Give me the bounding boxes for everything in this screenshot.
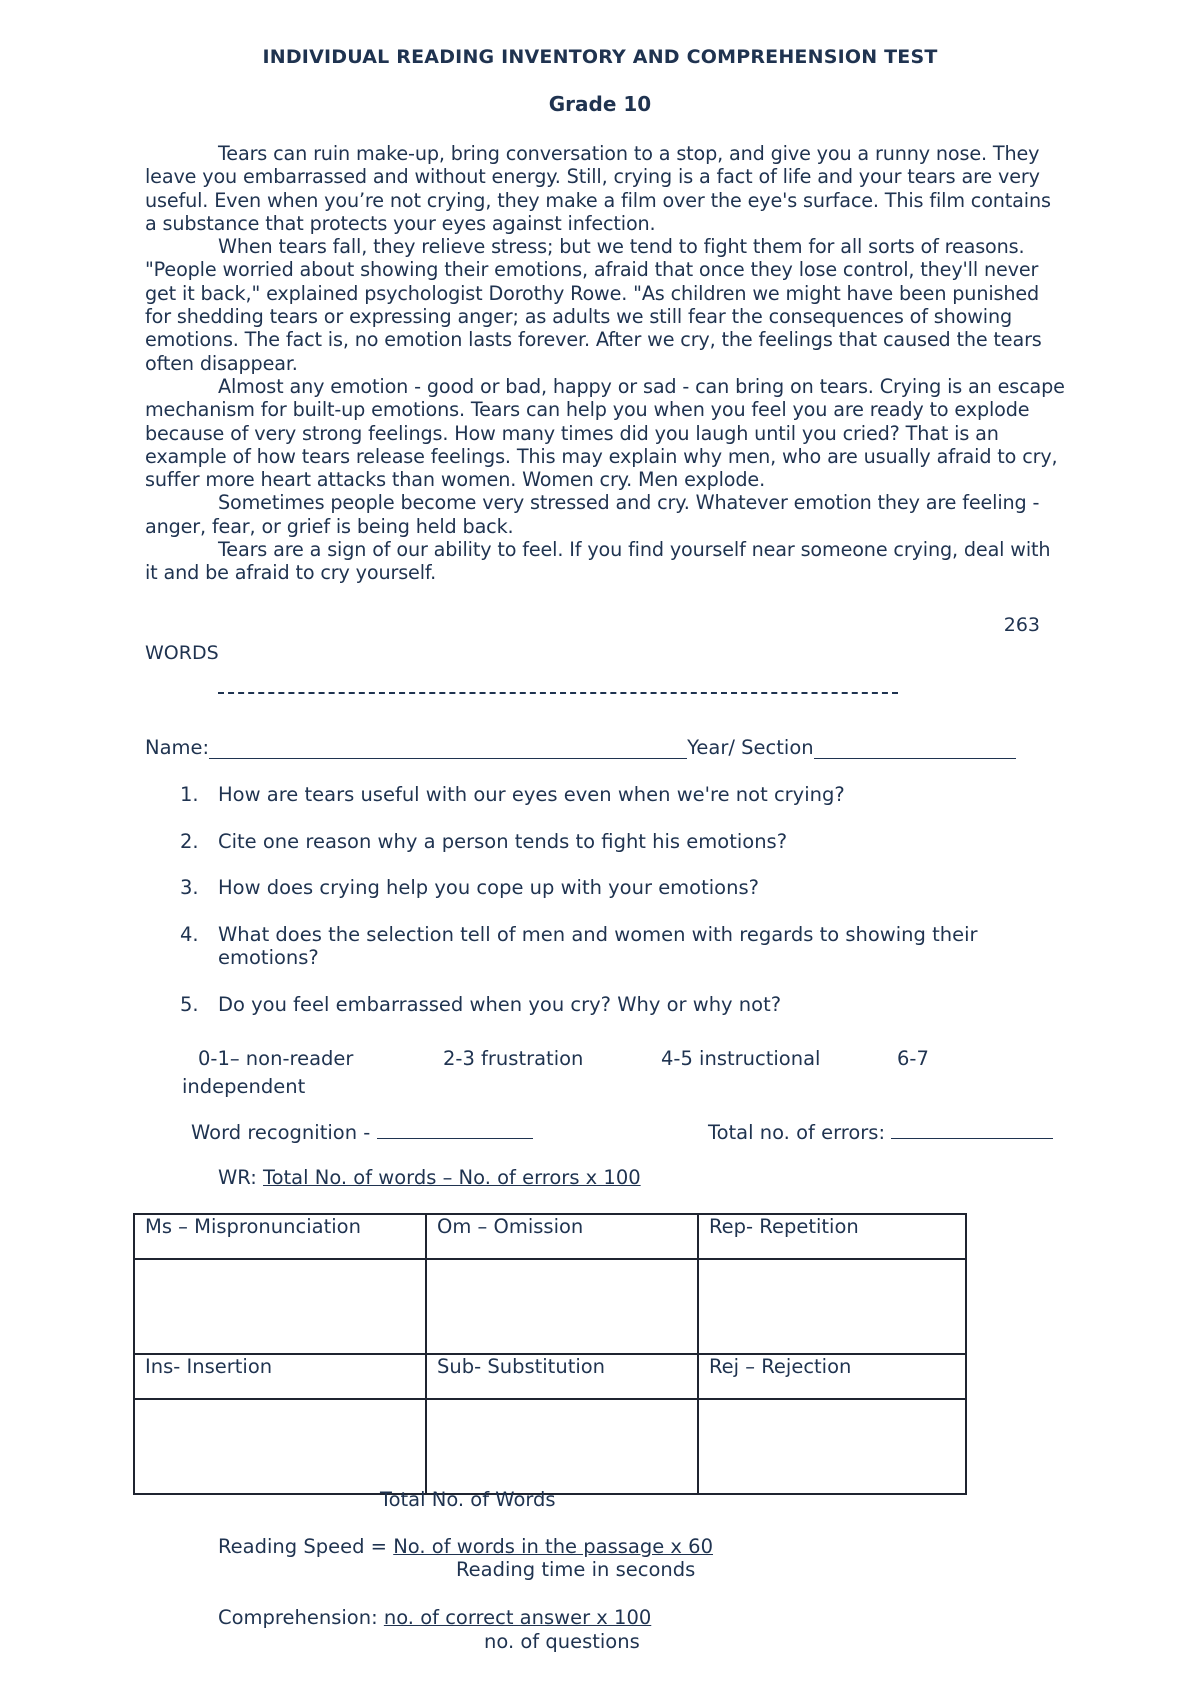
code-rejection: Rej – Rejection bbox=[698, 1354, 966, 1399]
wr-denominator: Total No. of Words bbox=[380, 1488, 556, 1511]
question-list bbox=[180, 783, 1060, 1039]
level-independent-score: 6-7 bbox=[897, 1047, 929, 1070]
total-errors-row bbox=[708, 1118, 1053, 1144]
passage-paragraph: Almost any emotion - good or bad, happy or sad - can bring on tears. Crying is an escape mechanism for built-up emotions. Tears can help you when you feel you are ready to explode because of very strong feelings. How many times did you laugh until you cried? That is an example of how tears release feelings. This may explain why men, who are usually afraid to cry, suffer more heart attacks than women. Women cry. Men explode. bbox=[145, 374, 1065, 492]
question-text: What does the selection tell of men and women with regards to showing their emotions? bbox=[218, 922, 978, 969]
word-count: 263 bbox=[1003, 614, 1040, 636]
level-independent-label: independent bbox=[182, 1075, 306, 1098]
total-errors-field[interactable] bbox=[891, 1118, 1053, 1139]
reading-level-scale bbox=[182, 1045, 1082, 1101]
speed-label: Reading Speed = bbox=[218, 1535, 394, 1558]
tally-cell[interactable] bbox=[134, 1399, 426, 1494]
section-field[interactable] bbox=[814, 738, 1016, 759]
speed-denominator: Reading time in seconds bbox=[456, 1558, 696, 1581]
code-omission: Om – Omission bbox=[426, 1214, 698, 1259]
list-item: 4. What does the selection tell of men and women with regards to showing their emotions? bbox=[180, 923, 1060, 970]
section-label: Year/ Section bbox=[687, 736, 814, 759]
level-frustration: 2-3 frustration bbox=[443, 1047, 584, 1070]
word-recognition-label: Word recognition - bbox=[191, 1121, 377, 1144]
code-mispronunciation: Ms – Mispronunciation bbox=[134, 1214, 426, 1259]
name-label: Name: bbox=[145, 736, 210, 759]
passage-paragraph: Tears can ruin make-up, bring conversation to a stop, and give you a runny nose. They leave you embarrassed and without energy. Still, crying is a fact of life and your tears are very useful. Even when you’re not crying, they make a film over the eye's surface. This film contains a substance that protects your eyes against infection. bbox=[145, 142, 1051, 235]
tally-cell[interactable] bbox=[426, 1259, 698, 1354]
passage-paragraph: Sometimes people become very stressed and cry. Whatever emotion they are feeling - anger, fear, or grief is being held back. bbox=[145, 491, 1040, 538]
tally-cell[interactable] bbox=[426, 1399, 698, 1494]
question-text: Cite one reason why a person tends to fight his emotions? bbox=[218, 829, 788, 853]
wr-formula bbox=[218, 1166, 641, 1189]
list-item: 3. How does crying help you cope up with your emotions? bbox=[180, 876, 759, 899]
wr-label: WR: bbox=[218, 1166, 263, 1189]
reading-speed-formula bbox=[218, 1535, 713, 1558]
name-field[interactable] bbox=[209, 738, 687, 759]
question-text: Do you feel embarrassed when you cry? Why or why not? bbox=[218, 992, 782, 1016]
comprehension-numerator: no. of correct answer x 100 bbox=[383, 1606, 652, 1629]
speed-numerator: No. of words in the passage x 60 bbox=[393, 1535, 713, 1558]
comprehension-denominator: no. of questions bbox=[484, 1630, 640, 1653]
word-recognition-field[interactable] bbox=[377, 1118, 533, 1139]
comprehension-formula bbox=[218, 1606, 651, 1629]
separator-line bbox=[218, 692, 898, 694]
code-repetition: Rep- Repetition bbox=[698, 1214, 966, 1259]
wr-numerator: Total No. of words – No. of errors x 100 bbox=[263, 1166, 641, 1189]
question-text: How are tears useful with our eyes even when we're not crying? bbox=[218, 783, 845, 806]
document-title: INDIVIDUAL READING INVENTORY AND COMPREHENSION TEST bbox=[262, 46, 938, 68]
tally-cell[interactable] bbox=[698, 1399, 966, 1494]
tally-cell[interactable] bbox=[134, 1259, 426, 1354]
word-recognition-row bbox=[191, 1118, 533, 1144]
code-insertion: Ins- Insertion bbox=[134, 1354, 426, 1399]
level-nonreader: 0-1– non-reader bbox=[198, 1047, 354, 1070]
reading-passage bbox=[145, 142, 1065, 585]
list-item: 5. Do you feel embarrassed when you cry? Why or why not? bbox=[180, 992, 782, 1016]
list-item: 2. Cite one reason why a person tends to fight his emotions? bbox=[180, 829, 788, 853]
question-text: How does crying help you cope up with your emotions? bbox=[218, 876, 759, 899]
student-info-row bbox=[145, 736, 1016, 759]
grade-heading: Grade 10 bbox=[548, 92, 652, 116]
list-item: 1. How are tears useful with our eyes even when we're not crying? bbox=[180, 783, 845, 806]
passage-paragraph: Tears are a sign of our ability to feel. If you find yourself near someone crying, deal with it and be afraid to cry yourself. bbox=[145, 538, 1051, 585]
tally-cell[interactable] bbox=[698, 1259, 966, 1354]
error-code-table bbox=[133, 1213, 967, 1495]
level-instructional: 4-5 instructional bbox=[661, 1047, 821, 1070]
comprehension-label: Comprehension: bbox=[218, 1606, 384, 1629]
code-substitution: Sub- Substitution bbox=[426, 1354, 698, 1399]
total-errors-label: Total no. of errors: bbox=[708, 1121, 892, 1144]
words-label: WORDS bbox=[145, 642, 219, 664]
passage-paragraph: When tears fall, they relieve stress; but we tend to fight them for all sorts of reasons. "People worried about showing their emotions, afraid that once they lose control, they'll never get it back," explained psychologist Dorothy Rowe. "As children we might have been punished for shedding tears or expressing anger; as adults we still fear the consequences of showing emotions. The fact is, no emotion lasts forever. After we cry, the feelings that caused the tears often disappear. bbox=[145, 235, 1042, 375]
